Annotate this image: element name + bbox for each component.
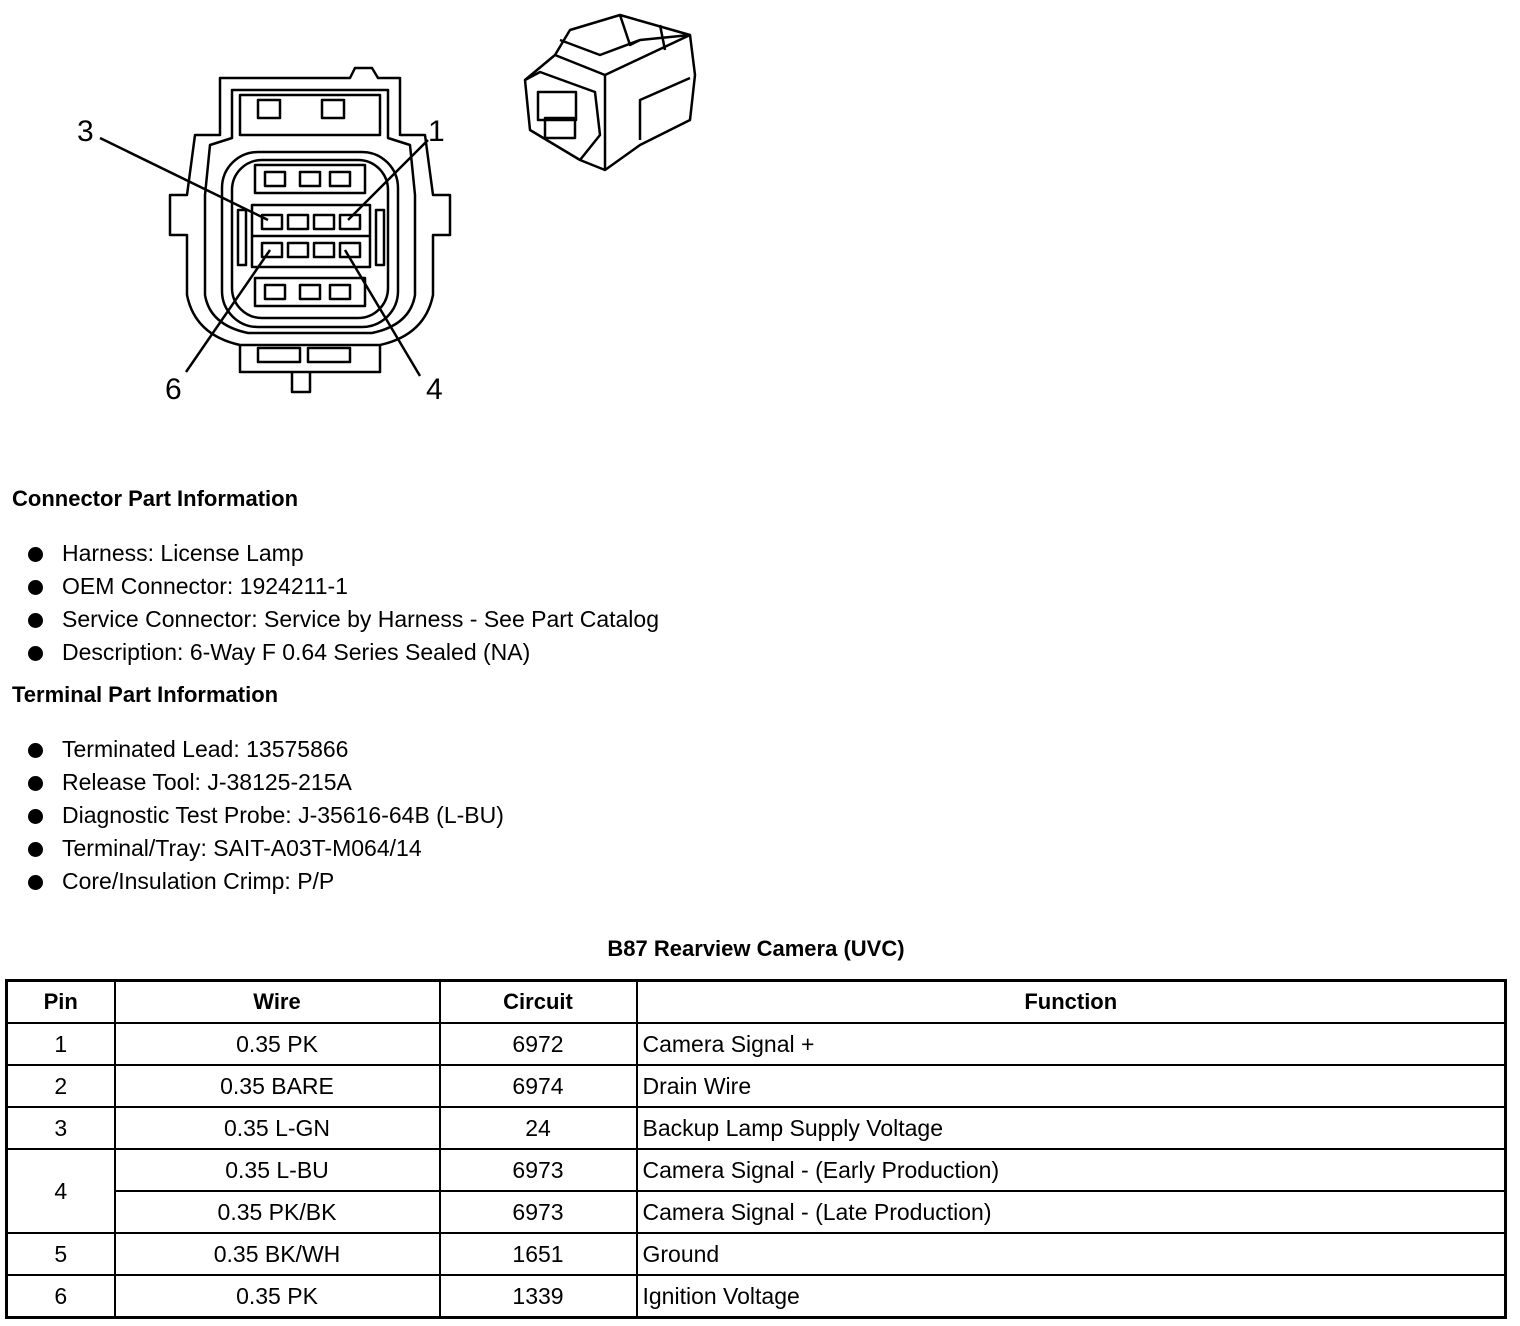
cell-circuit: 1651 [440,1233,637,1275]
bullet-icon [28,842,43,857]
connector-diagram [0,0,760,430]
table-header-row [7,981,1506,1024]
list-item-text: Description: 6-Way F 0.64 Series Sealed (NA) [62,639,531,665]
pin-table [5,979,1507,1319]
pin-label-4: 4 [426,373,443,406]
cell-circuit: 6973 [440,1191,637,1233]
list-item [28,766,504,799]
connector-iso-view [525,15,695,170]
connector-face-drawing [0,0,760,430]
list-item [28,865,504,898]
bullet-icon [28,875,43,890]
cell-wire: 0.35 BK/WH [115,1233,440,1275]
list-item-text: Service Connector: Service by Harness - See Part Catalog [62,606,659,632]
bullet-icon [28,580,43,595]
cell-function: Backup Lamp Supply Voltage [637,1107,1506,1149]
cell-wire: 0.35 PK [115,1275,440,1318]
bullet-icon [28,547,43,562]
table-row [7,1023,1506,1065]
cell-circuit: 24 [440,1107,637,1149]
cell-wire: 0.35 BARE [115,1065,440,1107]
cell-pin: 4 [7,1149,115,1233]
cell-pin: 3 [7,1107,115,1149]
table-row [7,1233,1506,1275]
list-item-text: Harness: License Lamp [62,540,304,566]
pin-label-6: 6 [165,373,182,406]
list-item-text: Release Tool: J-38125-215A [62,769,352,795]
cell-wire: 0.35 L-BU [115,1149,440,1191]
header-function: Function [637,981,1506,1024]
cell-pin: 1 [7,1023,115,1065]
list-item [28,832,504,865]
cell-pin: 6 [7,1275,115,1318]
list-item-text: Terminal/Tray: SAIT-A03T-M064/14 [62,835,422,861]
bullet-icon [28,776,43,791]
list-item [28,570,659,603]
list-item-text: Core/Insulation Crimp: P/P [62,868,335,894]
pin-table-title: B87 Rearview Camera (UVC) [607,936,905,961]
bullet-icon [28,646,43,661]
list-item-text: OEM Connector: 1924211-1 [62,573,348,599]
pin-label-1: 1 [428,115,445,148]
cell-pin: 2 [7,1065,115,1107]
terminal-info-list [28,733,504,898]
list-item-text: Terminated Lead: 13575866 [62,736,349,762]
cell-wire: 0.35 PK/BK [115,1191,440,1233]
cell-pin: 5 [7,1233,115,1275]
cell-circuit: 6973 [440,1149,637,1191]
connector-info-title: Connector Part Information [12,486,299,511]
cell-circuit: 6974 [440,1065,637,1107]
bullet-icon [28,613,43,628]
cell-function: Camera Signal - (Early Production) [637,1149,1506,1191]
table-row [7,1107,1506,1149]
table-row [7,1065,1506,1107]
cell-function: Camera Signal + [637,1023,1506,1065]
cell-function: Camera Signal - (Late Production) [637,1191,1506,1233]
cell-function: Ignition Voltage [637,1275,1506,1318]
terminal-info-title: Terminal Part Information [12,682,279,707]
cell-function: Ground [637,1233,1506,1275]
cell-wire: 0.35 PK [115,1023,440,1065]
list-item [28,799,504,832]
list-item [28,636,659,669]
header-pin: Pin [7,981,115,1024]
list-item [28,537,659,570]
cell-circuit: 6972 [440,1023,637,1065]
table-row [7,1149,1506,1191]
list-item [28,603,659,636]
connector-info-list [28,537,659,669]
table-row [7,1275,1506,1318]
bullet-icon [28,809,43,824]
table-row [7,1191,1506,1233]
bullet-icon [28,743,43,758]
list-item [28,733,504,766]
pin-label-3: 3 [77,115,94,148]
cell-function: Drain Wire [637,1065,1506,1107]
cell-wire: 0.35 L-GN [115,1107,440,1149]
header-circuit: Circuit [440,981,637,1024]
list-item-text: Diagnostic Test Probe: J-35616-64B (L-BU) [62,802,504,828]
cell-circuit: 1339 [440,1275,637,1318]
header-wire: Wire [115,981,440,1024]
